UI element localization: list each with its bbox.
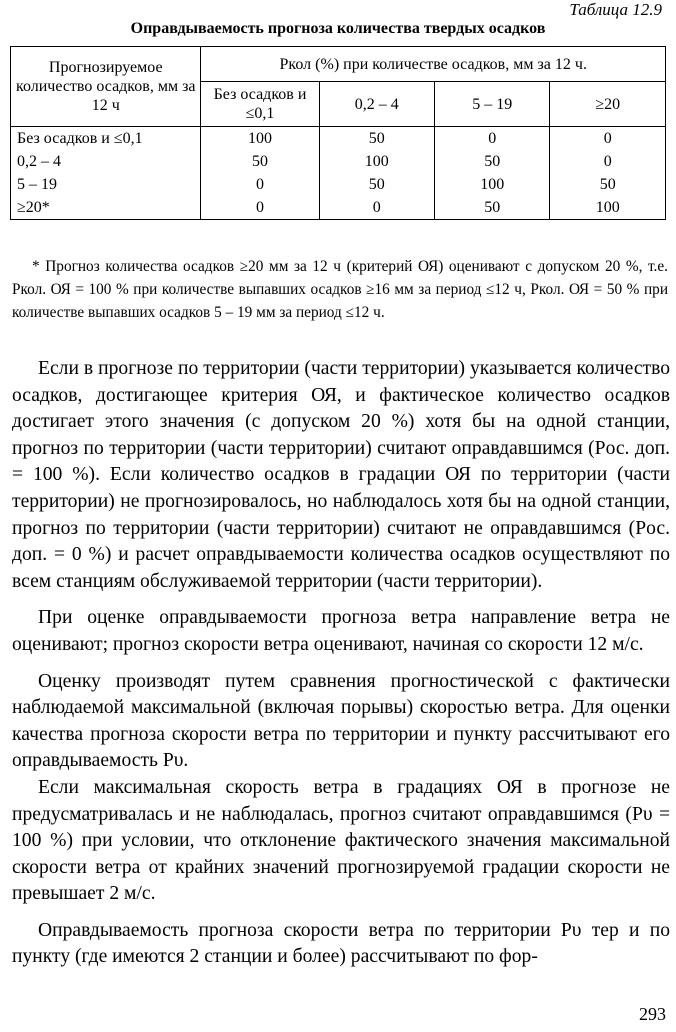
table-label: Таблица 12.9	[569, 0, 662, 19]
table-cell: 50	[550, 173, 666, 196]
subheader-0-2-4: 0,2 – 4	[319, 82, 434, 127]
table-cell: 0	[550, 150, 666, 173]
body-text	[12, 356, 670, 971]
table-cell: 50	[319, 127, 434, 151]
table-row	[11, 127, 666, 151]
table-cell: 0	[319, 196, 434, 220]
table-row	[11, 196, 666, 220]
table-cell: 0	[201, 196, 319, 220]
paragraph: Оценку производят путем сравнения прогностической с фактически наблюдаемой максимальной (включая порывы) скоростью ветра. Для оценки качества прогноза скорости ветра по территории и пункту рассчитывают его оправдываемость Pυ.	[12, 670, 670, 772]
page-number: 293	[639, 1004, 666, 1024]
row-label: ≥20*	[11, 196, 201, 220]
row-label: Без осадков и ≤0,1	[11, 127, 201, 151]
paragraph: Если в прогнозе по территории (части территории) указывается количество осадков, достигающее критерия ОЯ, и фактическое количество осадков достигает этого значения (с допуском 20 %) хотя бы на одной станции, прогноз по территории (части территории) считают оправдавшимся (Pос. доп. = 100 %). Если количество осадков в градации ОЯ по территории (части территории) не прогнозировалось, но наблюдалось хотя бы на одной станции, прогноз по территории (части территории) считают не оправдавшимся (Pос. доп. = 0 %) и расчет оправдываемости количества осадков осуществляют по всем станциям обслуживаемой территории (части территории).	[12, 358, 670, 592]
table-cell: 50	[434, 196, 549, 220]
table-cell: 100	[201, 127, 319, 151]
table-row	[11, 150, 666, 173]
table-footnote	[12, 255, 668, 324]
table-cell: 50	[434, 150, 549, 173]
row-label: 5 – 19	[11, 173, 201, 196]
table-row	[11, 173, 666, 196]
table-cell: 100	[319, 150, 434, 173]
header-forecast-amount: Прогнозируемое количество осадков, мм за 12 ч	[11, 47, 201, 127]
footnote-text: * Прогноз количества осадков ≥20 мм за 12 ч (критерий ОЯ) оценивают с допуском 20 %, т.е. Pкол. ОЯ = 100 % при количестве выпавших осадков ≥16 мм за период ≤12 ч, Pкол. ОЯ = 50 % при количестве выпавших осадков 5 – 19 мм за период ≤12 ч.	[12, 258, 668, 321]
precipitation-table	[10, 46, 666, 220]
subheader-5-19: 5 – 19	[434, 82, 549, 127]
table-cell: 50	[201, 150, 319, 173]
paragraph: При оценке оправдываемости прогноза ветра направление ветра не оценивают; прогноз скорости ветра оценивают, начиная со скорости 12 м/с.	[12, 607, 670, 655]
table-cell: 0	[201, 173, 319, 196]
table-cell: 0	[434, 127, 549, 151]
row-label: 0,2 – 4	[11, 150, 201, 173]
header-p-span: Pкол (%) при количестве осадков, мм за 12 ч.	[201, 47, 666, 82]
subheader-20: ≥20	[550, 82, 666, 127]
table-title: Оправдываемость прогноза количества твердых осадков	[130, 20, 546, 37]
paragraph: Оправдываемость прогноза скорости ветра по территории Pυ тер и по пункту (где имеются 2 станции и более) рассчитывают по фор-	[12, 919, 670, 968]
table-cell: 100	[434, 173, 549, 196]
table-cell: 50	[319, 173, 434, 196]
paragraph: Если максимальная скорость ветра в градациях ОЯ в прогнозе не предусматривалась и не наблюдалась, прогноз считают оправдавшимся (Pυ = 100 %) при условии, что отклонение фактического значения максимальной скорости ветра от крайних значений прогнозируемой градации скорости не превышает 2 м/с.	[12, 776, 670, 905]
table-cell: 0	[550, 127, 666, 151]
subheader-no-precip: Без осадков и ≤0,1	[201, 82, 319, 127]
table-cell: 100	[550, 196, 666, 220]
